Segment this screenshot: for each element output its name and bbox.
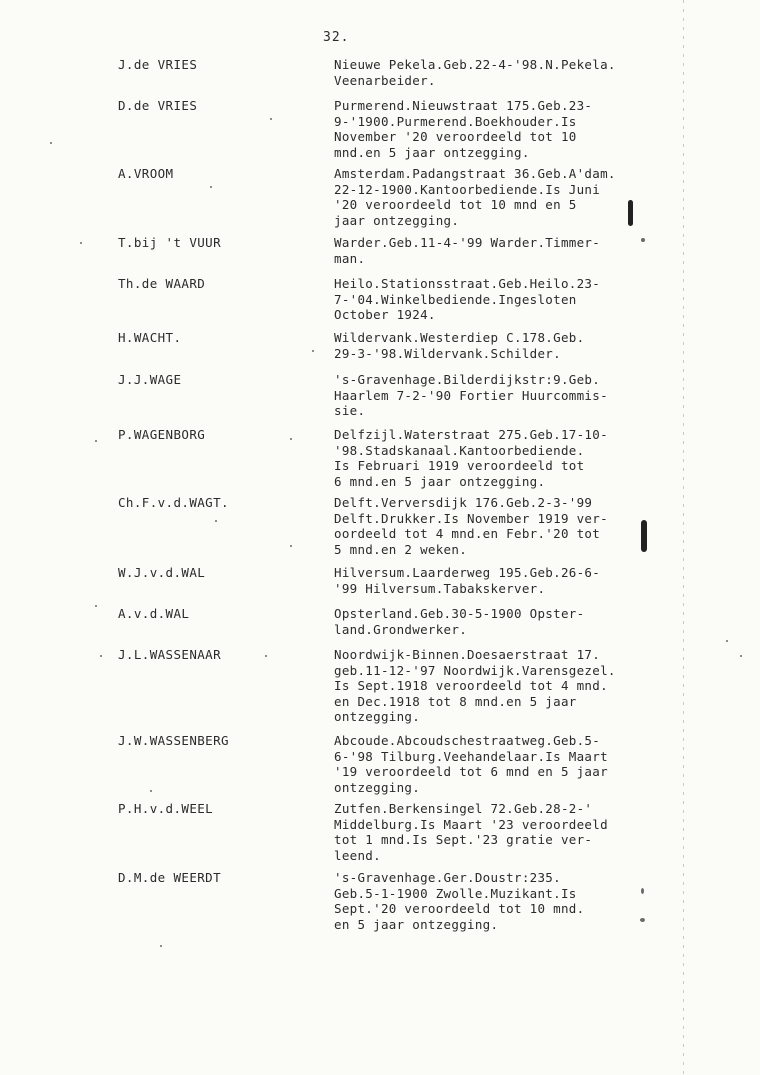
- record-description: [334, 330, 664, 361]
- record-description: [334, 565, 664, 596]
- record-name: P.WAGENBORG: [118, 427, 206, 442]
- record-line: Nieuwe Pekela.Geb.22-4-'98.N.Pekela.: [334, 57, 616, 72]
- record-line: Sept.'20 veroordeeld tot 10 mnd.: [334, 901, 585, 917]
- record-description: [334, 98, 664, 160]
- ink-speck: [160, 945, 162, 947]
- ink-speck: [641, 238, 645, 242]
- record-line: man.: [334, 250, 366, 266]
- record-line: '99 Hilversum.Tabakskerver.: [334, 580, 546, 596]
- record-line: Veenarbeider.: [334, 72, 436, 88]
- record-line: 29-3-'98.Wildervank.Schilder.: [334, 345, 561, 361]
- ink-mark: [641, 520, 647, 552]
- ink-mark: [628, 200, 633, 226]
- record-line: ontzegging.: [334, 709, 421, 725]
- record-name: D.de VRIES: [118, 98, 198, 113]
- record-line: Delft.Drukker.Is November 1919 ver-: [334, 510, 608, 526]
- record-line: Is Sept.1918 veroordeeld tot 4 mnd.: [334, 678, 608, 694]
- record-name: J.de VRIES: [118, 57, 198, 72]
- record-line: geb.11-12-'97 Noordwijk.Varensgezel.: [334, 662, 616, 678]
- record-line: Zutfen.Berkensingel 72.Geb.28-2-': [334, 801, 593, 816]
- record-description: [334, 647, 664, 725]
- record-line: 6-'98 Tilburg.Veehandelaar.Is Maart: [334, 748, 608, 764]
- record-description: [334, 235, 664, 266]
- record-line: October 1924.: [334, 307, 436, 323]
- record-description: [334, 166, 664, 228]
- record-description: [334, 606, 664, 637]
- record-line: 's-Gravenhage.Bilderdijkstr:9.Geb.: [334, 372, 601, 387]
- record-line: 6 mnd.en 5 jaar ontzegging.: [334, 473, 546, 489]
- record-line: 's-Gravenhage.Ger.Doustr:235.: [334, 870, 561, 885]
- ink-speck: [640, 918, 645, 922]
- record-line: Wildervank.Westerdiep C.178.Geb.: [334, 330, 585, 345]
- record-line: Is Februari 1919 veroordeeld tot: [334, 458, 585, 474]
- record-name: P.H.v.d.WEEL: [118, 801, 214, 816]
- record-line: Amsterdam.Padangstraat 36.Geb.A'dam.: [334, 166, 616, 181]
- ink-speck: [50, 142, 52, 144]
- record-name: A.v.d.WAL: [118, 606, 190, 621]
- record-line: Haarlem 7-2-'90 Fortier Huurcommis-: [334, 387, 608, 403]
- ink-speck: [726, 640, 728, 642]
- record-description: [334, 870, 664, 932]
- record-description: [334, 733, 664, 795]
- record-name: J.W.WASSENBERG: [118, 733, 229, 748]
- record-description: [334, 57, 664, 88]
- record-line: Opsterland.Geb.30-5-1900 Opster-: [334, 606, 585, 621]
- record-name: H.WACHT.: [118, 330, 182, 345]
- ink-speck: [215, 520, 217, 522]
- record-line: Warder.Geb.11-4-'99 Warder.Timmer-: [334, 235, 601, 250]
- record-line: oordeeld tot 4 mnd.en Febr.'20 tot: [334, 526, 601, 542]
- record-line: jaar ontzegging.: [334, 212, 460, 228]
- ink-speck: [95, 605, 97, 607]
- record-line: November '20 veroordeeld tot 10: [334, 129, 577, 145]
- record-description: [334, 427, 664, 489]
- ink-speck: [290, 438, 292, 440]
- record-line: Abcoude.Abcoudschestraatweg.Geb.5-: [334, 733, 601, 748]
- ink-speck: [290, 545, 292, 547]
- record-line: leend.: [334, 847, 381, 863]
- ink-speck: [270, 118, 272, 120]
- record-name: T.bij 't VUUR: [118, 235, 222, 250]
- ink-speck: [210, 186, 212, 188]
- record-line: en 5 jaar ontzegging.: [334, 916, 499, 932]
- record-line: ontzegging.: [334, 779, 421, 795]
- record-line: Heilo.Stationsstraat.Geb.Heilo.23-: [334, 276, 601, 291]
- record-line: 5 mnd.en 2 weken.: [334, 541, 468, 557]
- ink-speck: [740, 655, 742, 657]
- record-line: mnd.en 5 jaar ontzegging.: [334, 144, 530, 160]
- record-line: Delfzijl.Waterstraat 275.Geb.17-10-: [334, 427, 608, 442]
- ink-speck: [312, 350, 314, 352]
- ink-speck: [150, 790, 152, 792]
- record-line: '19 veroordeeld tot 6 mnd en 5 jaar: [334, 764, 608, 780]
- ink-speck: [100, 655, 102, 657]
- record-line: Noordwijk-Binnen.Doesaerstraat 17.: [334, 647, 601, 662]
- margin-rule: [683, 0, 684, 1075]
- record-line: 7-'04.Winkelbediende.Ingesloten: [334, 291, 577, 307]
- record-line: Delft.Verversdijk 176.Geb.2-3-'99: [334, 495, 593, 510]
- record-description: [334, 801, 664, 863]
- record-line: '98.Stadskanaal.Kantoorbediende.: [334, 442, 585, 458]
- record-line: Geb.5-1-1900 Zwolle.Muzikant.Is: [334, 885, 577, 901]
- record-line: en Dec.1918 tot 8 mnd.en 5 jaar: [334, 693, 577, 709]
- record-name: A.VROOM: [118, 166, 174, 181]
- record-name: J.L.WASSENAAR: [118, 647, 222, 662]
- page-number: 32.: [323, 30, 350, 45]
- ink-speck: [80, 242, 82, 244]
- record-line: Hilversum.Laarderweg 195.Geb.26-6-: [334, 565, 601, 580]
- record-name: J.J.WAGE: [118, 372, 182, 387]
- record-line: sie.: [334, 403, 366, 419]
- record-name: D.M.de WEERDT: [118, 870, 222, 885]
- record-line: Middelburg.Is Maart '23 veroordeeld: [334, 816, 608, 832]
- ink-speck: [265, 655, 267, 657]
- record-name: Ch.F.v.d.WAGT.: [118, 495, 229, 510]
- record-line: 22-12-1900.Kantoorbediende.Is Juni: [334, 181, 601, 197]
- record-description: [334, 276, 664, 323]
- ink-speck: [95, 440, 97, 442]
- record-description: [334, 372, 664, 419]
- record-line: 9-'1900.Purmerend.Boekhouder.Is: [334, 113, 577, 129]
- record-description: [334, 495, 664, 557]
- record-line: '20 veroordeeld tot 10 mnd en 5: [334, 197, 577, 213]
- ink-speck: [641, 888, 644, 894]
- record-name: Th.de WAARD: [118, 276, 206, 291]
- record-name: W.J.v.d.WAL: [118, 565, 206, 580]
- record-line: tot 1 mnd.Is Sept.'23 gratie ver-: [334, 832, 593, 848]
- record-line: land.Grondwerker.: [334, 621, 468, 637]
- record-line: Purmerend.Nieuwstraat 175.Geb.23-: [334, 98, 593, 113]
